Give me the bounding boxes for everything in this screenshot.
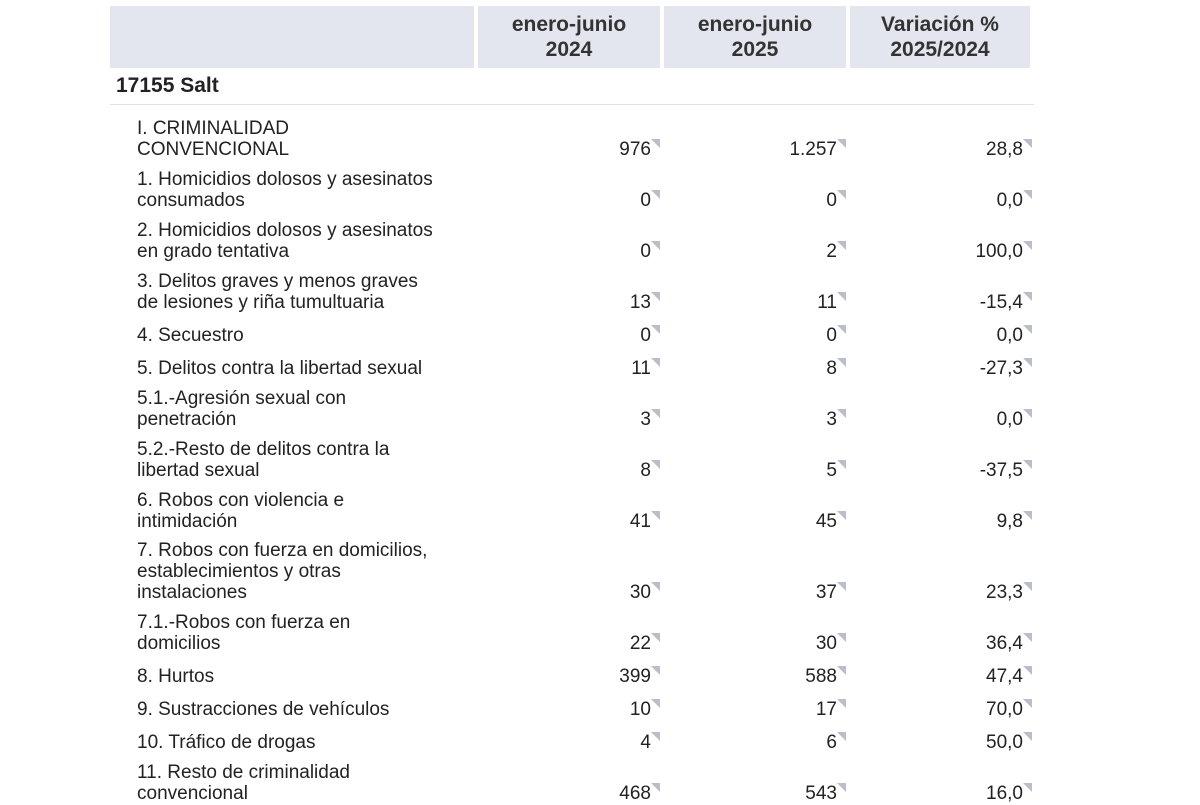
cell-note-corner-icon [1023, 582, 1032, 591]
row-label-line: 11. Resto de criminalidad [137, 762, 350, 783]
header-2024-line2: 2024 [545, 38, 593, 61]
row-label-line: 10. Tráfico de drogas [137, 732, 316, 753]
value-2025 [651, 190, 837, 212]
header-2025 [664, 6, 846, 68]
value-2024 [477, 409, 651, 431]
row-label [110, 490, 477, 533]
value-2025-text: 17 [815, 699, 837, 720]
crime-statistics-table [110, 6, 1034, 805]
row-label-line: instalaciones [137, 582, 247, 603]
value-2024-text: 11 [631, 358, 651, 379]
value-2024-text: 976 [619, 139, 651, 160]
table-row [110, 347, 1034, 380]
row-label-line: libertad sexual [137, 460, 260, 481]
value-variation [837, 633, 1023, 655]
row-label-line: 3. Delitos graves y menos graves [137, 271, 418, 292]
row-label [110, 612, 477, 655]
value-2024 [477, 358, 651, 380]
value-2025-text: 0 [826, 190, 837, 211]
cell-note-corner-icon [1023, 241, 1032, 250]
value-2024-text: 0 [640, 190, 651, 211]
cell-note-corner-icon [1023, 409, 1032, 418]
value-variation-text: 100,0 [975, 241, 1023, 262]
value-2024-text: 468 [619, 783, 651, 804]
header-2024-line1: enero-junio [511, 13, 627, 36]
header-variation [850, 6, 1030, 68]
value-variation-text: 0,0 [996, 409, 1023, 430]
header-2025-line2: 2025 [731, 38, 779, 61]
value-variation-text: 28,8 [986, 139, 1023, 160]
row-label-line: penetración [137, 409, 237, 430]
value-2024 [477, 666, 651, 688]
value-2024-text: 0 [640, 325, 651, 346]
value-2025-text: 588 [805, 666, 837, 687]
value-2025-text: 30 [815, 633, 837, 654]
value-2024 [477, 241, 651, 263]
table-row [110, 688, 1034, 721]
value-2025 [651, 358, 837, 380]
value-variation [837, 783, 1023, 805]
value-2025 [651, 460, 837, 482]
cell-note-corner-icon [1023, 325, 1032, 334]
value-2024-text: 8 [640, 460, 651, 481]
value-variation [837, 666, 1023, 688]
table-row [110, 431, 1034, 482]
row-label-line: en grado tentativa [137, 241, 290, 262]
cell-note-corner-icon [1023, 633, 1032, 642]
table-row [110, 380, 1034, 431]
value-variation-text: 16,0 [986, 783, 1023, 804]
cell-note-corner-icon [1023, 732, 1032, 741]
value-variation [837, 699, 1023, 721]
row-label [110, 271, 477, 314]
row-label-line: 1. Homicidios dolosos y asesinatos [137, 169, 433, 190]
table-row [110, 604, 1034, 655]
row-label-line: 2. Homicidios dolosos y asesinatos [137, 220, 433, 241]
row-label-line: 7.1.-Robos con fuerza en [137, 612, 351, 633]
value-2024 [477, 732, 651, 754]
cell-note-corner-icon [1023, 139, 1032, 148]
value-variation-text: 9,8 [996, 511, 1023, 532]
table-row [110, 109, 1034, 161]
row-label-line: de lesiones y riña tumultuaria [137, 292, 385, 313]
value-variation [837, 358, 1023, 380]
value-2025 [651, 699, 837, 721]
value-2025 [651, 633, 837, 655]
cell-note-corner-icon [1023, 511, 1032, 520]
value-variation [837, 460, 1023, 482]
value-2024 [477, 582, 651, 604]
row-label-line: domicilios [137, 633, 221, 654]
cell-note-corner-icon [1023, 666, 1032, 675]
cell-note-corner-icon [1023, 358, 1032, 367]
value-variation [837, 511, 1023, 533]
row-label [110, 666, 477, 688]
cell-note-corner-icon [1023, 190, 1032, 199]
table-row [110, 263, 1034, 314]
table-row [110, 161, 1034, 212]
table-row [110, 754, 1034, 805]
value-variation-text: -37,5 [979, 460, 1023, 481]
value-2025-text: 543 [805, 783, 837, 804]
value-2024 [477, 460, 651, 482]
row-label-line: 5. Delitos contra la libertad sexual [137, 358, 423, 379]
value-2024-text: 399 [619, 666, 651, 687]
row-label-line: I. CRIMINALIDAD [137, 118, 290, 139]
value-2024 [477, 699, 651, 721]
value-2024 [477, 633, 651, 655]
table-row [110, 212, 1034, 263]
row-label [110, 732, 477, 754]
table-row [110, 482, 1034, 533]
value-2024-text: 22 [629, 633, 651, 654]
value-2025-text: 6 [826, 732, 837, 753]
value-2025 [651, 666, 837, 688]
value-variation [837, 292, 1023, 314]
value-2025-text: 0 [826, 325, 837, 346]
row-label-line: 4. Secuestro [137, 325, 244, 346]
row-label [110, 540, 477, 604]
cell-note-corner-icon [1023, 783, 1032, 792]
value-2025-text: 45 [815, 511, 837, 532]
value-2025 [651, 241, 837, 263]
row-label-line: 8. Hurtos [137, 666, 215, 687]
table-header [110, 6, 1034, 68]
row-label-line: 7. Robos con fuerza en domicilios, [137, 540, 428, 561]
value-2024-text: 0 [640, 241, 651, 262]
value-variation-text: -27,3 [979, 358, 1023, 379]
value-variation-text: -15,4 [979, 292, 1023, 313]
value-2024 [477, 139, 651, 161]
row-label [110, 762, 477, 805]
row-label [110, 699, 477, 721]
value-2025 [651, 511, 837, 533]
value-2024 [477, 511, 651, 533]
row-label [110, 220, 477, 263]
header-2024 [478, 6, 660, 68]
row-label-line: consumados [137, 190, 245, 211]
row-label-line: 9. Sustracciones de vehículos [137, 699, 390, 720]
row-label [110, 388, 477, 431]
value-variation [837, 325, 1023, 347]
value-2025-text: 5 [826, 460, 837, 481]
value-2024 [477, 292, 651, 314]
value-variation-text: 23,3 [986, 582, 1023, 603]
header-blank-cell [110, 6, 474, 68]
cell-note-corner-icon [1023, 699, 1032, 708]
value-2025 [651, 139, 837, 161]
row-label-line: 5.1.-Agresión sexual con [137, 388, 347, 409]
value-2025-text: 1.257 [789, 139, 837, 160]
value-variation-text: 70,0 [986, 699, 1023, 720]
value-2024-text: 3 [640, 409, 651, 430]
value-variation [837, 409, 1023, 431]
value-2025 [651, 325, 837, 347]
value-2025-text: 37 [815, 582, 837, 603]
value-2025-text: 2 [826, 241, 837, 262]
value-variation [837, 241, 1023, 263]
value-2024-text: 4 [640, 732, 651, 753]
row-label [110, 325, 477, 347]
value-variation [837, 190, 1023, 212]
row-label-line: CONVENCIONAL [137, 139, 290, 160]
value-2025 [651, 732, 837, 754]
row-label [110, 169, 477, 212]
value-variation [837, 582, 1023, 604]
value-2024-text: 30 [629, 582, 651, 603]
value-2025-text: 3 [826, 409, 837, 430]
header-variation-line1: Variación % [881, 13, 999, 36]
cell-note-corner-icon [1023, 292, 1032, 301]
row-label-line: establecimientos y otras [137, 561, 341, 582]
row-label [110, 358, 477, 380]
value-variation-text: 47,4 [986, 666, 1023, 687]
table-row [110, 655, 1034, 688]
row-label-line: 5.2.-Resto de delitos contra la [137, 439, 390, 460]
section-title: 17155 Salt [110, 68, 1034, 105]
value-2025 [651, 582, 837, 604]
value-variation-text: 50,0 [986, 732, 1023, 753]
value-variation-text: 36,4 [986, 633, 1023, 654]
value-2025 [651, 409, 837, 431]
row-label [110, 118, 477, 161]
table-row [110, 314, 1034, 347]
value-variation [837, 139, 1023, 161]
table-row [110, 721, 1034, 754]
cell-note-corner-icon [1023, 460, 1032, 469]
row-label-line: convencional [137, 783, 248, 804]
value-2024-text: 41 [629, 511, 651, 532]
header-variation-line2: 2025/2024 [890, 38, 990, 61]
table-body [110, 105, 1034, 805]
table-row [110, 533, 1034, 604]
value-2024-text: 13 [629, 292, 651, 313]
value-variation [837, 732, 1023, 754]
row-label-line: intimidación [137, 511, 238, 532]
value-2024 [477, 783, 651, 805]
value-2024 [477, 325, 651, 347]
value-2025 [651, 292, 837, 314]
value-2025-text: 11 [817, 292, 837, 313]
value-variation-text: 0,0 [996, 325, 1023, 346]
value-2024 [477, 190, 651, 212]
row-label [110, 439, 477, 482]
value-2025-text: 8 [826, 358, 837, 379]
header-2025-line1: enero-junio [697, 13, 813, 36]
row-label-line: 6. Robos con violencia e [137, 490, 345, 511]
value-2024-text: 10 [629, 699, 651, 720]
value-2025 [651, 783, 837, 805]
value-variation-text: 0,0 [996, 190, 1023, 211]
